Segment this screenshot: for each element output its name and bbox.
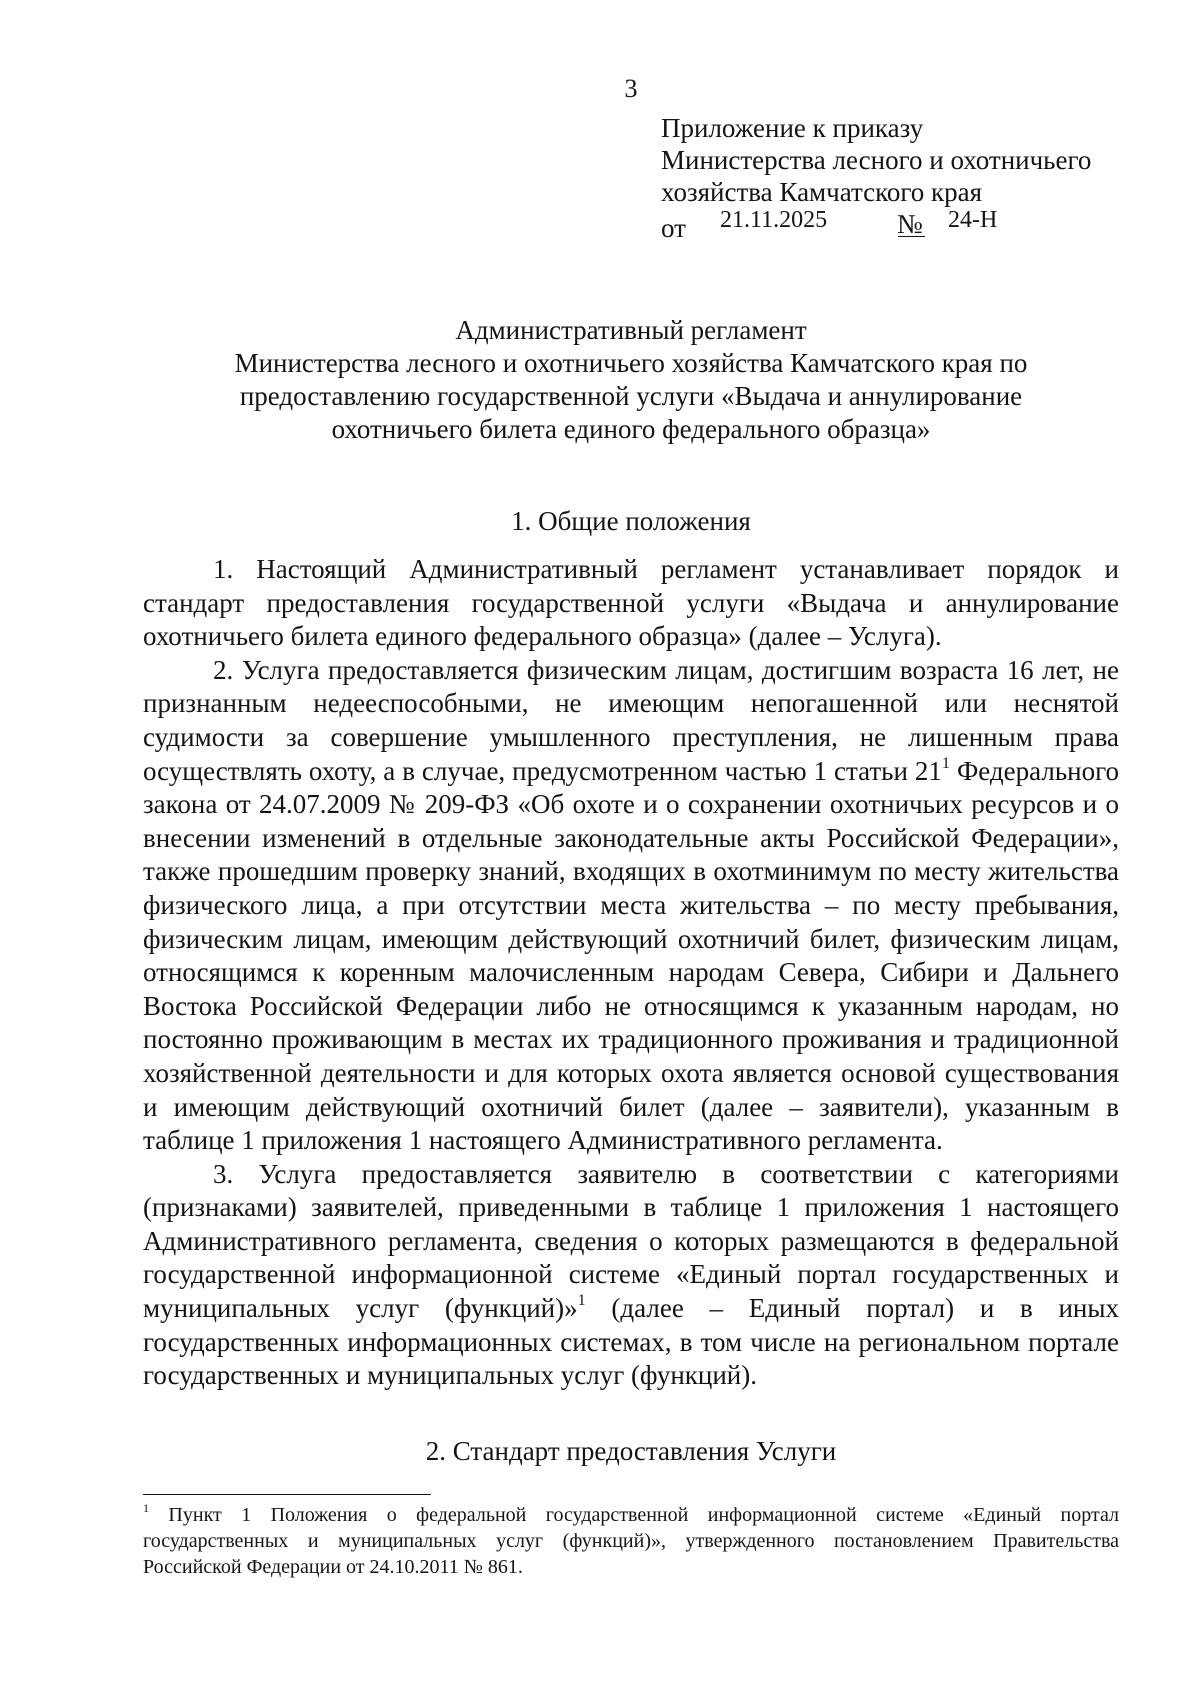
document-title (150, 314, 1112, 446)
appendix-line-2: Министерства лесного и охотничьего (661, 145, 1092, 175)
order-number: 24-Н (948, 207, 998, 233)
order-number-label: № (897, 209, 923, 239)
paragraph-3 (143, 1158, 1119, 1393)
footnote (143, 1502, 1119, 1580)
paragraph-2-text-end: Федерального закона от 24.07.2009 № 209-ФЗ «Об охоте и о сохранении охотничьих ресурсов и о внесении изменений в отдельные законодательные акты Российской Федерации», также прошедшим проверку знаний, входящих в охотминимум по месту жительства физического лица, а при отсутствии места жительства – по месту пребывания, физическим лицам, имеющим действующий охотничий билет, физическим лицам, относящимся к коренным малочисленным народам Севера, Сибири и Дальнего Востока Российской Федерации либо не относящимся к указанным народам, но постоянно проживающим в местах их традиционного проживания и традиционной хозяйственной деятельности и для которых охота является основой существования и имеющим действующий охотничий билет (далее – заявители), указанным в таблице 1 приложения 1 настоящего Административного регламента. (143, 755, 1119, 1156)
page-number: 3 (624, 74, 638, 103)
section-1-heading: 1. Общие положения (511, 506, 751, 536)
section-2-heading: 2. Стандарт предоставления Услуги (425, 1436, 837, 1466)
appendix-line-1: Приложение к приказу (661, 113, 924, 143)
title-line-3: предоставлению государственной услуги «Выдача и аннулирование (239, 381, 1023, 411)
order-from-label: от (661, 213, 686, 243)
order-reference (661, 207, 1091, 243)
title-line-4: охотничьего билета единого федерального образца» (331, 414, 931, 444)
paragraph-1: 1. Настоящий Административный регламент устанавливает порядок и стандарт предоставления государственной услуги «Выдача и аннулирование охотничьего билета единого федерального образца» (далее – Услуга). (143, 554, 1119, 652)
title-line-2: Министерства лесного и охотничьего хозяйства Камчатского края по (234, 348, 1028, 378)
section-1-body (143, 553, 1119, 1393)
order-date: 21.11.2025 (720, 207, 828, 233)
footnote-separator (143, 1494, 431, 1495)
footnote-reference: 1 (577, 1291, 586, 1310)
appendix-header (661, 112, 1092, 243)
footnote-marker: 1 (143, 1501, 149, 1516)
footnote-text: Пункт 1 Положения о федеральной государственной информационной системе «Единый портал государственных и муниципальных услуг (функций)», утвержденного постановлением Правительства Российской Федерации от 24.10.2011 № 861. (143, 1504, 1119, 1578)
title-line-1: Административный регламент (455, 315, 807, 345)
appendix-line-3: хозяйства Камчатского края (661, 177, 983, 207)
paragraph-3-text-end: (далее – Единый портал) и в иных государственных информационных системах, в том числе на региональном портале государственных и муниципальных услуг (функций). (143, 1293, 1119, 1391)
paragraph-2-text-start: 2. Услуга предоставляется физическим лицам, достигшим возраста 16 лет, не признанным недееспособными, не имеющим непогашенной или неснятой судимости за совершение умышленного преступления, не лишенным права осуществлять охоту, а в случае, предусмотренном частью 1 статьи 21 (143, 654, 1119, 786)
paragraph-2 (143, 654, 1119, 1158)
paragraph-3-text-start: 3. Услуга предоставляется заявителю в соответствии с категориями (признаками) заявителей, приведенными в таблице 1 приложения 1 настоящего Административного регламента, сведения о которых размещаются в федеральной государственной информационной системе «Единый портал государственных и муниципальных услуг (функций)» (143, 1158, 1119, 1324)
paragraph-2-superscript: 1 (941, 753, 950, 772)
